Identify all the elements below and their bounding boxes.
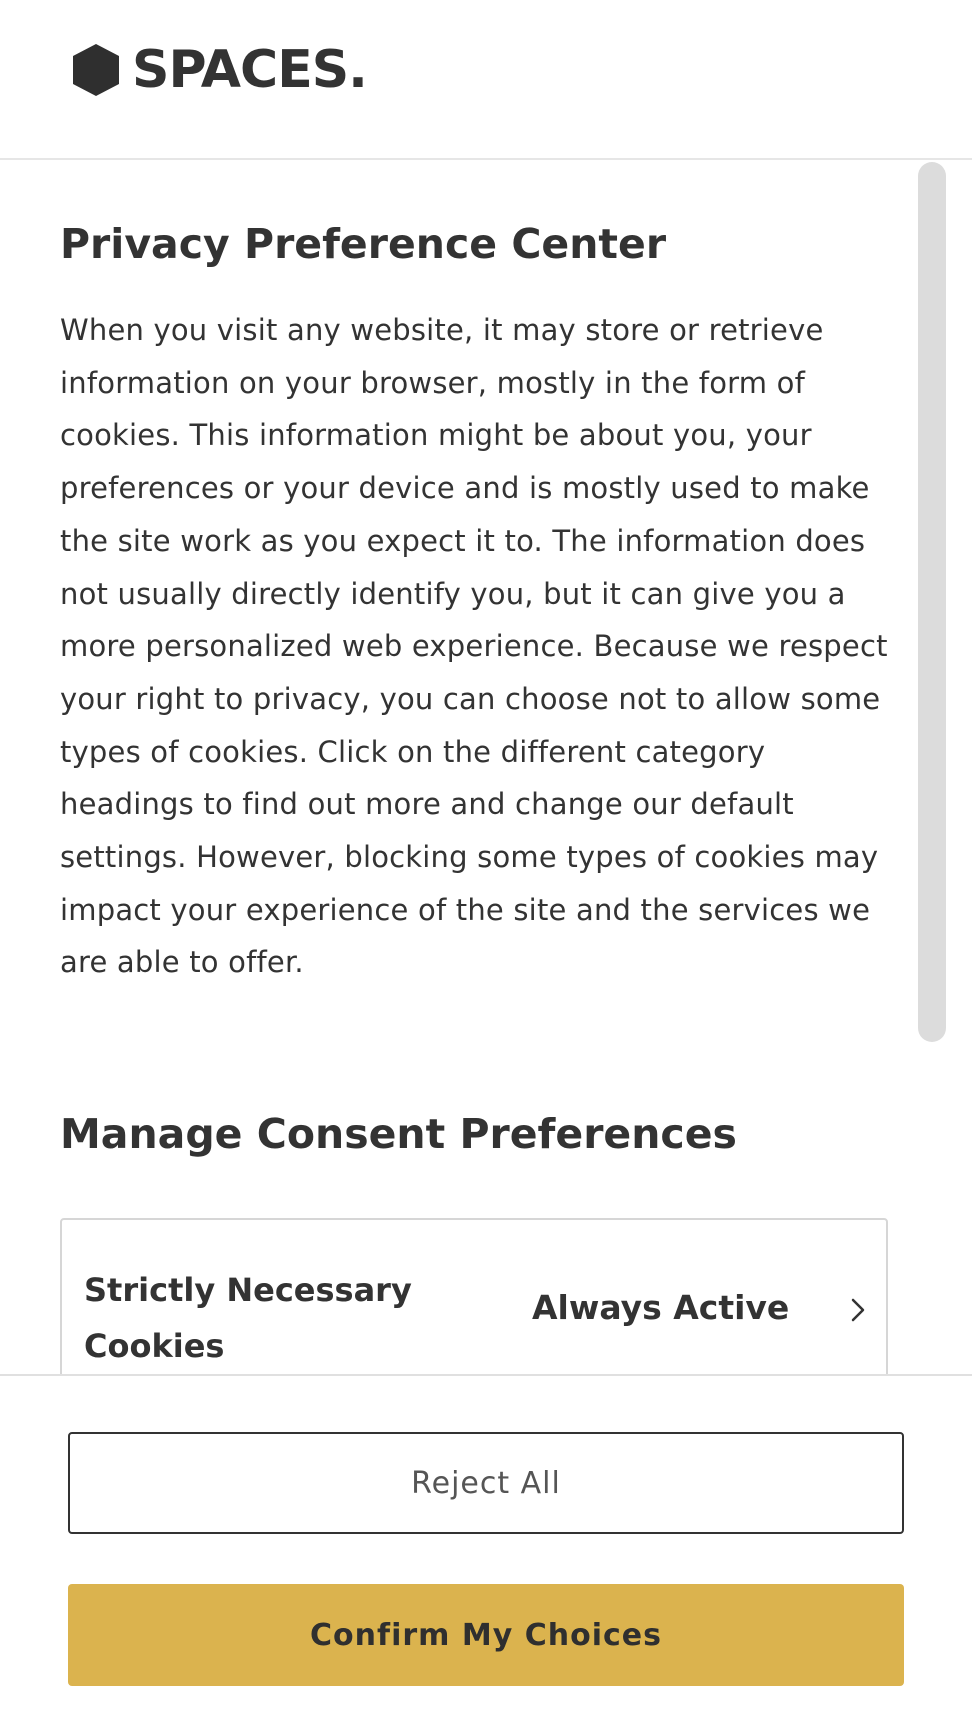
hexagon-icon (70, 42, 122, 98)
header (0, 0, 972, 160)
confirm-choices-button[interactable]: Confirm My Choices (68, 1584, 904, 1686)
cookie-category-strictly-necessary[interactable] (60, 1218, 888, 1374)
cookie-category-status: Always Active (532, 1288, 790, 1327)
chevron-right-icon[interactable] (846, 1296, 870, 1324)
footer-actions (0, 1374, 972, 1728)
scrollbar-thumb[interactable] (918, 162, 946, 1042)
logo-text: SPACES. (132, 40, 367, 100)
privacy-description: When you visit any website, it may store or retrieve information on your browser, mostly in the form of cookies. This information might be about you, your preferences or your device and is mostly used to make the site work as you expect it to. The information does not usually directly identify you, but it can give you a more personalized web experience. Because we respect your right to privacy, you can choose not to allow some types of cookies. Click on the different category headings to find out more and change our default settings. However, blocking some types of cookies may impact your experience of the site and the services we are able to offer. (60, 313, 888, 980)
consent-section-title: Manage Consent Preferences (60, 1110, 737, 1158)
cookie-category-name: Strictly Necessary Cookies (84, 1271, 412, 1365)
reject-all-button[interactable]: Reject All (68, 1432, 904, 1534)
spaces-logo (70, 40, 367, 100)
page-title: Privacy Preference Center (60, 220, 667, 268)
preference-content[interactable] (0, 162, 972, 1374)
